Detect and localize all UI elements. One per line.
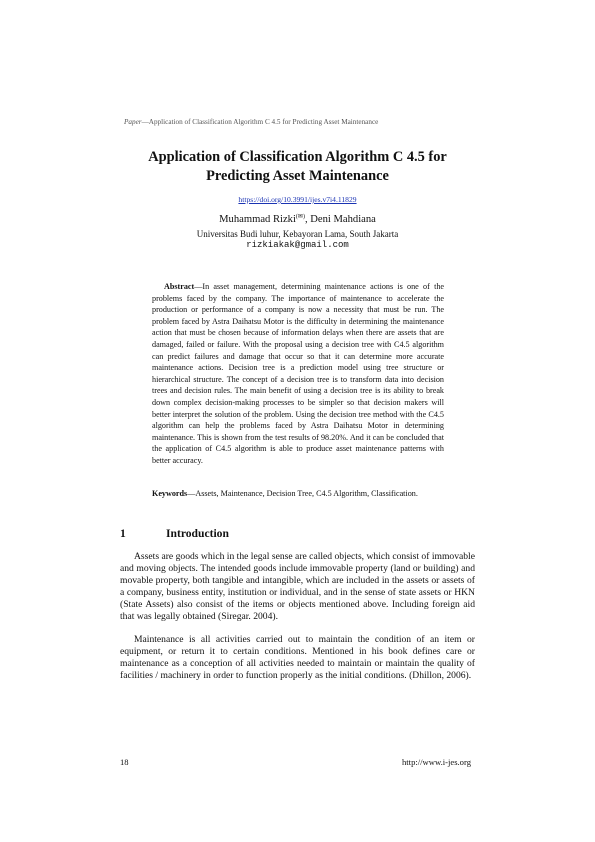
running-head [124,118,464,126]
page-number: 18 [120,757,129,767]
author-2: , Deni Mahdiana [304,214,376,225]
title-line-2: Predicting Asset Maintenance [206,168,389,184]
section-number: 1 [120,527,126,540]
section-title: Introduction [166,527,229,540]
doi-link[interactable]: https://doi.org/10.3991/ijes.v7i4.11829 [238,195,357,204]
corresponding-mark: (✉) [295,214,305,220]
body-paragraph: Assets are goods which in the legal sense are called objects, which consist of immovable and moving objects. The intended goods include immovable property (land or building) and movable property, both tangible and intangible, which are included in the assets or assets of a company, business entity, institution or individual, and in the sense of state assets or HKN (State Assets) also consist of the items or objects mentioned above. Including foreign aid that was legally obtained (Siregar. 2004). [120,551,475,622]
affiliation: Universitas Budi luhur, Kebayoran Lama, South Jakarta [196,229,399,239]
running-head-text: —Application of Classification Algorithm C 4.5 for Predicting Asset Maintenance [141,118,379,126]
title-line-1: Application of Classification Algorithm C 4.5 for [148,149,447,165]
abstract-text: —In asset management, determining maintenance actions is one of the problems faced by the company. The importance of maintenance to accelerate the production or performance of a company is now a necessity that must be run. The problem faced by Astra Daihatsu Motor is the difficulty in determining the maintenance action that must be chosen because of information delays when there are assets that are damaged, failed or failure. With the proposal using a decision tree with C4.5 algorithm can predict failures and damage that occur so that it can determine more accurate maintenance actions. Decision tree is a prediction model using tree structure or hierarchical structure. The concept of a decision tree is to transform data into decision trees and decision rules. The main benefit of using a decision tree is its ability to break down complex decision-making processes to be simpler so that decision makers will better interpret the solution of the problem. Using the decision tree method with the C4.5 algorithm can help the problems faced by Astra Daihatsu Motor in determining maintenance. This is shown from the test results of 98.20%. And it can be concluded that the application of C4.5 algorithm is able to produce asset maintenance patterns with better accuracy. [152,282,444,465]
author-email[interactable]: rizkiakak@gmail.com [246,240,349,250]
running-head-label: Paper [124,118,142,126]
section-heading [120,527,229,540]
keywords-label: Keywords [152,489,188,498]
abstract-label: Abstract [164,282,195,291]
author-1: Muhammad Rizki [219,214,296,225]
body-paragraph: Maintenance is all activities carried out to maintain the condition of an item or equipment, or return it to certain conditions. Mentioned in his book defines care or maintenance as a conception of all activities needed to maintain or maintain the quality of facilities / machinery in order to function properly as the initial conditions. (Dhillon, 2006). [120,634,475,681]
authors [120,214,475,225]
keywords [152,488,444,500]
paper-title [120,148,475,186]
abstract [152,281,444,467]
keywords-text: —Assets, Maintenance, Decision Tree, C4.5 Algorithm, Classification. [187,489,418,498]
footer-url[interactable]: http://www.i-jes.org [402,757,471,767]
